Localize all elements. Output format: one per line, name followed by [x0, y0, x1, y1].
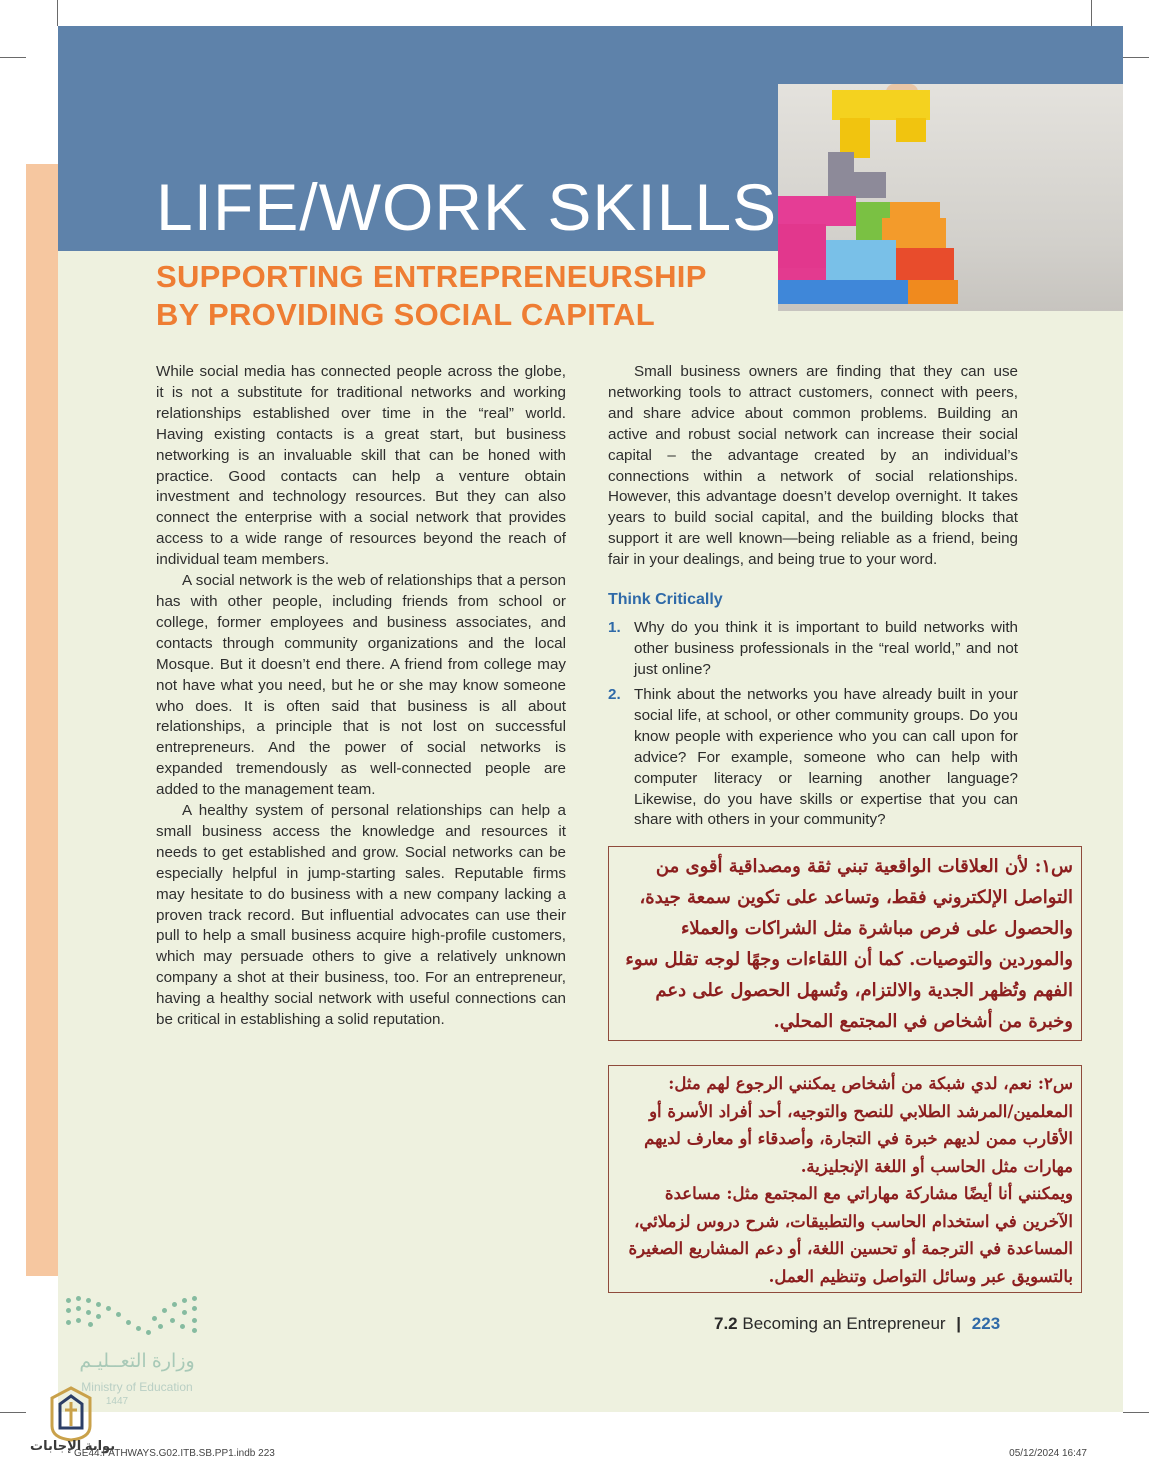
subtitle-line-1: SUPPORTING ENTREPRENEURSHIP: [156, 259, 707, 294]
section-subtitle: [156, 258, 776, 334]
portal-logo-icon: [46, 1386, 96, 1442]
section-number: 7.2: [714, 1314, 738, 1333]
portal-name: بوابة الإجابات: [30, 1438, 116, 1453]
body-column-left: [156, 362, 566, 1031]
subtitle-line-2: BY PROVIDING SOCIAL CAPITAL: [156, 297, 655, 332]
footer-separator: |: [956, 1314, 962, 1333]
paragraph: Small business owners are finding that they can use networking tools to attract customers, connect with peers, and share advice about common problems. Building an active and robust social network can increase their social capital – the advantage created by an individual’s connections within a network of social relationships. However, this advantage doesn’t develop overnight. It takes years to build social capital, and the building blocks that support it are well known—being reliable as a friend, being fair in your dealings, and being true to your word.: [608, 363, 1018, 569]
crop-mark: [0, 1412, 26, 1413]
question-text: Why do you think it is important to build networks with other business professionals in the “real world,” and not just online?: [634, 619, 1018, 678]
think-critically-heading: Think Critically: [608, 591, 723, 608]
body-column-right: [608, 362, 1018, 571]
left-accent-bar: [26, 164, 58, 1276]
paragraph: A social network is the web of relationships that a person has with other people, including friends from school or college, former employees and business associates, and contacts through community organizations and the local Mosque. But it doesn’t end there. A friend from college may not have what you need, but he or she may know someone who does. It is often said that business is all about relationships, a principle that is not lost on successful entrepreneurs. And the power of social networks is expanded tremendously as well-connected people are added to the management team.: [156, 572, 566, 799]
print-timestamp: 05/12/2024 16:47: [1009, 1448, 1087, 1459]
ministry-name-english: Ministry of Education: [81, 1380, 193, 1394]
question-number: 2.: [608, 686, 621, 703]
question-1: [608, 618, 1018, 681]
crop-mark: [1123, 57, 1149, 58]
stacked-blocks-photo: [778, 84, 1123, 311]
paragraph: A healthy system of personal relationships can help a small business access the knowledge and resources it needs to get established and grow. Social networks can be especially helpful in jump-starting sales. Reputable firms may hesitate to do business with a new company lacking a proven track record. But influential advocates can use their pull to help a small business acquire high-profile customers, which may persuade others to give a relatively unknown company a shot at their business, too. For an entrepreneur, having a healthy social network with useful connections can be critical in establishing a solid reputation.: [156, 802, 566, 1029]
ministry-dots-icon: [66, 1294, 206, 1338]
crop-mark: [1091, 0, 1092, 26]
question-text: Think about the networks you have already built in your social life, at school, or other community groups. Do you know people with experience who you can call upon for advice? For example, someone who can help with computer literacy or learning another language? Likewise, do you have skills or expertise that you can share with others in your community?: [634, 686, 1018, 829]
chapter-name: Becoming an Entrepreneur: [742, 1314, 946, 1333]
page-number: 223: [971, 1314, 1001, 1333]
crop-mark: [1123, 1412, 1149, 1413]
textbook-page: [26, 26, 1123, 1412]
answer-box-1: [608, 846, 1082, 1041]
answer-text: س١: لأن العلاقات الواقعية تبني ثقة ومصداقية أقوى من التواصل الإلكتروني فقط، وتساعد على تكوين سمعة جيدة، والحصول على فرص مباشرة مثل الشراكات والعملاء والموردين والتوصيات. كما أن اللقاءات وجهًا لوجه تقلل سوء الفهم وتُظهر الجدية والالتزام، وتُسهل الحصول على دعم وخبرة من أشخاص في المجتمع المحلي.: [625, 856, 1073, 1032]
paragraph: While social media has connected people across the globe, it is not a substitute for traditional networks and working relationships established over time in the “real” world. Having existing contacts is a great start, but business networking is an invaluable skill that can be honed with practice. Good contacts can help a venture obtain investment and technology resources. But they can also connect the enterprise with a social network that provides access to a wide range of resources beyond the reach of individual team members.: [156, 363, 566, 569]
ministry-year: 1447: [105, 1396, 129, 1407]
crop-mark: [57, 0, 58, 26]
answer-text: ويمكنني أنا أيضًا مشاركة مهاراتي مع المجتمع مثل: مساعدة الآخرين في استخدام الحاسب والتطبيقات، شرح دروس لزملائي، المساعدة في الترجمة أو تحسين اللغة، أو دعم المشاريع الصغيرة بالتسويق عبر وسائل التواصل وتنظيم العمل.: [628, 1184, 1073, 1286]
answer-box-2: [608, 1065, 1082, 1293]
page-title: LIFE/WORK SKILLS: [156, 170, 778, 244]
question-2: [608, 685, 1018, 831]
crop-mark: [0, 57, 26, 58]
question-number: 1.: [608, 619, 621, 636]
page-footer: [714, 1314, 1000, 1334]
print-slug: GE44.PATHWAYS.G02.ITB.SB.PP1.indb 223: [74, 1448, 275, 1459]
ministry-name-arabic: وزارة التعــليـم: [79, 1351, 195, 1372]
answer-text: س٢: نعم، لدي شبكة من أشخاص يمكنني الرجوع لهم مثل: المعلمين/المرشد الطلابي للنصح والتوجيه، أحد أفراد الأسرة أو الأقارب ممن لديهم خبرة في التجارة، وأصدقاء أو معارف لديهم مهارات مثل الحاسب أو اللغة الإنجليزية.: [644, 1074, 1073, 1176]
